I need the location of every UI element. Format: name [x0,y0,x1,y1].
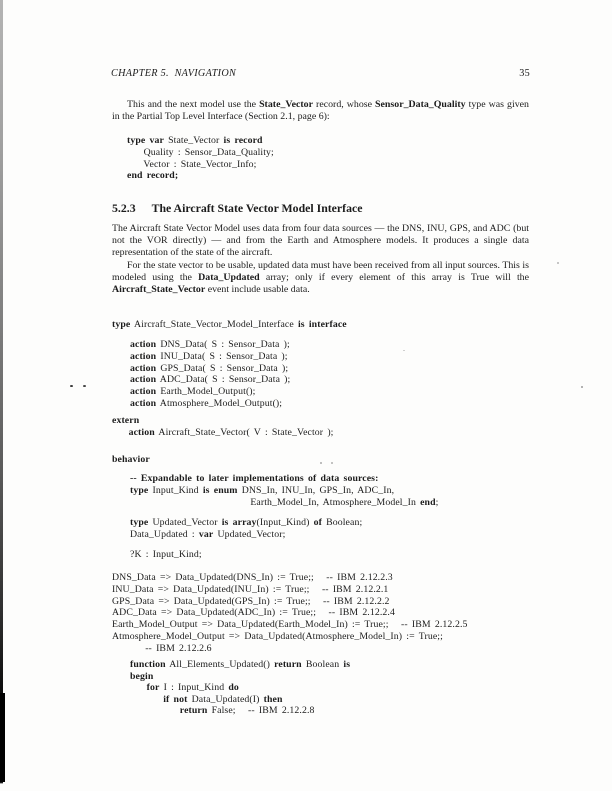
code-text: Boolean; [321,517,363,528]
code-line [130,694,350,706]
code-keyword: -- Expandable to later implementations of data sources: [130,473,379,484]
code-keyword: action [130,374,157,386]
code-line [127,170,274,182]
code-keyword: return [274,659,302,670]
code-keyword: action [130,397,157,409]
code-line [112,319,347,331]
scan-speck [403,350,405,351]
code-line [127,159,274,171]
text-segment: array; only if every element of this array is True will the [259,271,530,283]
code-keyword: var [198,528,214,540]
code-keyword: type [127,135,146,146]
text-segment: This and the next model use the [127,99,260,110]
code-keyword: not [173,693,188,705]
code-text: Data_Updated : [130,528,199,540]
code-term: Aircraft_State_Vector [112,284,206,296]
code-line [112,572,468,584]
scan-speck [581,386,583,388]
code-keyword: function [130,659,166,670]
scan-speck [83,385,86,387]
code-line [130,497,438,509]
code-text: Earth_Model_Output(); [156,386,256,398]
paragraph-text [112,99,529,123]
code-line [112,415,334,427]
code-text: DNS_Data( S : Sensor_Data ); [156,339,290,350]
code-block-function [130,659,350,717]
code-text: I : Input_Kind [159,682,229,693]
code-text: Atmosphere_Model_Output => Data_Updated(Atmosphere_Model_In) := True;; [112,630,443,642]
code-text: Earth_Model_Output => Data_Updated(Earth_Model_In) := True;; -- IBM 2.12.2.5 [112,619,468,631]
code-line [130,529,362,541]
code-keyword: extern [112,415,140,426]
code-line [130,374,290,386]
code-line [112,643,468,655]
section-body [112,223,529,296]
code-line [130,473,438,485]
code-block-updated-vector [130,517,362,541]
code-keyword: is [223,135,231,146]
code-keyword: type [130,484,149,496]
scan-speck [557,262,559,264]
code-keyword: is [202,484,210,496]
code-keyword: interface [308,319,347,330]
text-segment: The Aircraft State Vector Model uses data from four data sources — the DNS, INU, GPS, and ADC (but not the VOR directly) — and from the Earth and Atmosphere models. It produces a single data representation of the state of the aircraft. [112,223,529,259]
chapter-title: CHAPTER 5. NAVIGATION [111,68,237,79]
section-number: 5.2.3 [112,201,136,215]
code-keyword: end record; [127,170,179,182]
code-keyword: action [130,386,157,398]
code-text: Aircraft_State_Vector_Model_Interface [130,319,298,330]
code-line [130,705,350,717]
code-text: False; -- IBM 2.12.2.8 [207,705,315,716]
code-text: Updated_Vector; [213,528,286,540]
code-keyword: behavior [112,454,150,465]
text-segment: For the state vector to be usable, updated data must have been received from all input sources. This is modeled using the [112,259,529,283]
code-term: Sensor_Data_Quality [375,99,466,110]
code-line [112,454,150,466]
code-text: INU_Data => Data_Updated(INU_In) := True;; -- IBM 2.12.2.1 [112,583,389,595]
code-line [130,549,202,561]
code-line [112,596,468,608]
code-text: ; [435,496,439,508]
code-keyword: action [130,350,157,362]
code-term: Data_Updated [198,271,260,283]
code-keyword: of [313,517,322,528]
code-keyword: do [228,682,239,693]
code-keyword: if [163,693,170,705]
code-keyword: enum [213,484,238,496]
code-line [127,147,274,159]
code-text [130,682,147,693]
code-text: DNS_Data => Data_Updated(DNS_In) := True;; -- IBM 2.12.2.3 [112,572,393,583]
text-segment: event include usable data. [205,284,310,296]
code-text: GPS_Data( S : Sensor_Data ); [156,362,289,374]
scan-speck [331,462,333,464]
code-text [112,427,129,438]
code-text: All_Elements_Updated() [165,659,275,670]
section-title: The Aircraft State Vector Model Interface [151,201,363,215]
code-text [130,705,180,716]
scan-artifact-left-blob [0,693,5,782]
code-keyword: type [112,319,131,330]
code-block-state-vector-record [127,135,274,182]
code-block-input-kind [130,473,438,508]
code-line [130,398,290,410]
code-text: Earth_Model_In, Atmosphere_Model_In [130,496,421,508]
code-block-actions [130,339,290,410]
code-keyword: action [128,426,155,438]
code-line [130,386,290,398]
code-text: (Input_Kind) [256,517,314,528]
code-text: ADC_Data( S : Sensor_Data ); [156,374,291,386]
code-keyword: then [263,693,283,705]
running-header [111,68,530,79]
code-block-interface-decl [112,319,347,331]
scan-artifact-left-edge [0,0,3,784]
code-keyword: type [130,517,149,528]
code-keyword: begin [130,670,154,682]
code-text: INU_Data( S : Sensor_Data ); [156,350,288,362]
code-text: Input_Kind [148,484,203,496]
paragraph-text [112,260,529,297]
code-keyword: is [221,517,229,528]
scan-speck [320,462,322,464]
code-line [130,682,350,694]
text-segment: type was given in the Partial Top Level Interface (Section 2.1, page 6): [112,99,529,123]
code-keyword: record [234,135,263,146]
code-text: DNS_In, INU_In, GPS_In, ADC_In, [237,484,395,496]
paragraph-text [112,223,529,260]
code-text: -- IBM 2.12.2.6 [112,642,212,654]
code-line [130,351,290,363]
code-text [130,694,163,705]
code-keyword: for [146,682,160,693]
code-line [130,659,350,671]
code-text: Updated_Vector [148,517,222,528]
code-text: Boolean [301,659,344,670]
code-block-behavior [112,454,150,466]
code-keyword: end [420,496,436,508]
code-keyword: action [130,362,157,374]
code-keyword: return [179,705,208,716]
code-block-k-decl [130,549,202,561]
code-line [112,631,468,643]
code-text: Data_Updated(I) [187,693,264,705]
code-text: GPS_Data => Data_Updated(GPS_In) := True;; -- IBM 2.12.2.2 [112,595,390,607]
code-text: ?K : Input_Kind; [130,549,202,560]
code-line [127,135,274,147]
code-text: State_Vector [163,135,224,146]
code-line [130,671,350,683]
section-heading [112,201,542,215]
code-line [112,619,468,631]
intro-paragraph [112,99,529,123]
code-keyword: array [232,517,257,528]
code-text: Vector : State_Vector_Info; [127,158,257,170]
code-line [130,363,290,375]
page-number: 35 [519,68,530,79]
code-line [130,517,362,529]
code-keyword: var [149,135,164,146]
code-block-events [112,572,468,655]
code-keyword: is [343,659,351,670]
code-line [112,607,468,619]
code-keyword: is [297,319,305,330]
scan-speck [70,385,73,387]
code-line [112,427,334,439]
code-keyword: action [130,339,157,350]
code-text: ADC_Data => Data_Updated(ADC_In) := True;; -- IBM 2.12.2.4 [112,607,395,619]
code-text: Quality : Sensor_Data_Quality; [127,146,274,158]
code-term: State_Vector [259,99,313,110]
code-line [130,485,438,497]
code-text: Atmosphere_Model_Output(); [156,397,283,409]
code-text: Aircraft_State_Vector( V : State_Vector ); [154,426,334,438]
text-segment: record, whose [313,99,376,110]
code-line [130,339,290,351]
code-line [112,584,468,596]
code-block-extern [112,415,334,439]
